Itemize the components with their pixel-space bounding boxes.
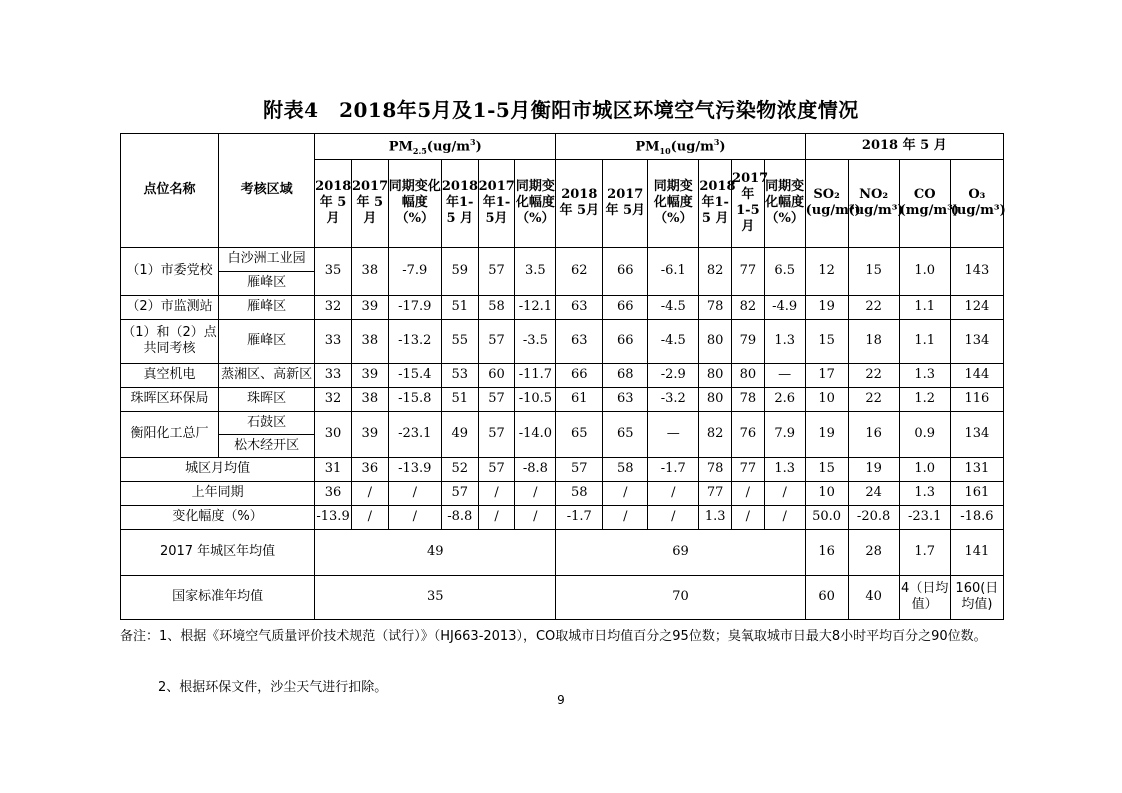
table-cell: -6.1: [648, 247, 699, 295]
header-pm10-col: 2018 年1-5 月: [699, 159, 732, 247]
table-cell: 1.3: [764, 457, 805, 481]
table-cell: /: [515, 481, 556, 505]
table-cell: 124: [950, 295, 1003, 319]
table-cell: /: [732, 505, 765, 529]
table-cell: -4.9: [764, 295, 805, 319]
table-cell: 160(日均值): [950, 575, 1003, 619]
table-cell: 58: [556, 481, 603, 505]
table-cell: -12.1: [515, 295, 556, 319]
table-cell: 57: [478, 319, 515, 363]
site-name: （2）市监测站: [121, 295, 219, 319]
table-cell: 28: [848, 529, 899, 575]
table-cell: /: [351, 505, 388, 529]
table-cell: 33: [315, 319, 352, 363]
table-cell: 82: [732, 295, 765, 319]
table-cell: -15.4: [388, 363, 441, 387]
table-cell: 10: [805, 387, 848, 411]
table-cell: /: [603, 505, 648, 529]
site-name: 衡阳化工总厂: [121, 411, 219, 457]
table-cell: 0.9: [899, 411, 950, 457]
table-cell: 57: [556, 457, 603, 481]
table-cell: 78: [699, 457, 732, 481]
table-cell: 6.5: [764, 247, 805, 295]
table-cell: -4.5: [648, 319, 699, 363]
table-cell: 1.1: [899, 319, 950, 363]
table-cell: 51: [441, 387, 478, 411]
table-cell: 1.3: [899, 481, 950, 505]
district-name: 雁峰区: [219, 319, 315, 363]
table-cell: -14.0: [515, 411, 556, 457]
table-cell: 49: [441, 411, 478, 457]
table-cell: 82: [699, 411, 732, 457]
table-cell: 65: [603, 411, 648, 457]
table-cell: -4.5: [648, 295, 699, 319]
table-cell: 141: [950, 529, 1003, 575]
summary-label: 城区月均值: [121, 457, 315, 481]
header-pm25-col: 2017年1-5月: [478, 159, 515, 247]
table-cell: /: [603, 481, 648, 505]
table-cell: 66: [603, 319, 648, 363]
table-cell: /: [648, 505, 699, 529]
district-name: 石鼓区: [219, 411, 315, 434]
table-cell: 1.0: [899, 247, 950, 295]
table-cell: 77: [732, 247, 765, 295]
table-cell: 1.3: [699, 505, 732, 529]
table-cell: 60: [478, 363, 515, 387]
site-name: （1）和（2）点共同考核: [121, 319, 219, 363]
table-cell: 143: [950, 247, 1003, 295]
table-cell: -13.9: [388, 457, 441, 481]
table-cell: 32: [315, 387, 352, 411]
table-title: 附表4 2018年5月及1-5月衡阳市城区环境空气污染物浓度情况: [263, 98, 859, 122]
district-name: 松木经开区: [219, 434, 315, 457]
table-cell: 66: [603, 247, 648, 295]
table-cell: 1.1: [899, 295, 950, 319]
table-cell: 49: [315, 529, 556, 575]
table-cell: 39: [351, 295, 388, 319]
page-number: 9: [557, 693, 565, 707]
table-cell: -10.5: [515, 387, 556, 411]
table-cell: 18: [848, 319, 899, 363]
table-cell: 39: [351, 411, 388, 457]
table-cell: 57: [441, 481, 478, 505]
table-cell: —: [648, 411, 699, 457]
table-cell: 3.5: [515, 247, 556, 295]
table-cell: -20.8: [848, 505, 899, 529]
table-cell: 16: [848, 411, 899, 457]
table-cell: /: [648, 481, 699, 505]
table-cell: -1.7: [648, 457, 699, 481]
table-cell: -3.2: [648, 387, 699, 411]
table-cell: 80: [699, 363, 732, 387]
table-cell: -13.2: [388, 319, 441, 363]
table-cell: /: [764, 505, 805, 529]
district-name: 雁峰区: [219, 295, 315, 319]
table-cell: -1.7: [556, 505, 603, 529]
table-cell: 134: [950, 319, 1003, 363]
table-cell: 134: [950, 411, 1003, 457]
header-pm10-col: 2017 年 5月: [603, 159, 648, 247]
table-cell: -3.5: [515, 319, 556, 363]
table-cell: 38: [351, 387, 388, 411]
table-cell: 10: [805, 481, 848, 505]
header-pm25-col: 同期变化幅度（%）: [388, 159, 441, 247]
table-cell: 161: [950, 481, 1003, 505]
table-cell: 19: [805, 411, 848, 457]
table-cell: 69: [556, 529, 805, 575]
table-cell: 79: [732, 319, 765, 363]
table-cell: 22: [848, 363, 899, 387]
header-district: 考核区域: [219, 134, 315, 248]
table-cell: -8.8: [515, 457, 556, 481]
header-pm10-col: 同期变化幅度（%）: [764, 159, 805, 247]
summary-label: 2017 年城区年均值: [121, 529, 315, 575]
header-pm10-col: 2018 年 5月: [556, 159, 603, 247]
table-cell: 66: [603, 295, 648, 319]
table-cell: 63: [556, 295, 603, 319]
table-cell: 32: [315, 295, 352, 319]
table-cell: 53: [441, 363, 478, 387]
table-cell: /: [764, 481, 805, 505]
header-pm10-group: $PM_{10}(ug/m^3)$: [556, 134, 805, 160]
table-cell: 144: [950, 363, 1003, 387]
header-pm25-col: 2018 年 5月: [315, 159, 352, 247]
table-cell: 1.0: [899, 457, 950, 481]
table-cell: 17: [805, 363, 848, 387]
table-cell: 24: [848, 481, 899, 505]
header-pm25-col: 同期变化幅度（%）: [515, 159, 556, 247]
table-cell: 38: [351, 247, 388, 295]
table-cell: 61: [556, 387, 603, 411]
table-cell: 12: [805, 247, 848, 295]
district-name: 蒸湘区、高新区: [219, 363, 315, 387]
table-cell: 65: [556, 411, 603, 457]
table-cell: 78: [699, 295, 732, 319]
air-quality-table: [120, 133, 1004, 620]
table-cell: /: [515, 505, 556, 529]
table-cell: 30: [315, 411, 352, 457]
table-cell: 4（日均值）: [899, 575, 950, 619]
table-cell: 19: [848, 457, 899, 481]
site-name: 真空机电: [121, 363, 219, 387]
table-cell: 36: [315, 481, 352, 505]
table-cell: 77: [699, 481, 732, 505]
table-cell: 1.3: [899, 363, 950, 387]
table-cell: -11.7: [515, 363, 556, 387]
table-cell: /: [351, 481, 388, 505]
table-cell: -13.9: [315, 505, 352, 529]
summary-label: 国家标准年均值: [121, 575, 315, 619]
table-cell: -15.8: [388, 387, 441, 411]
table-cell: 68: [603, 363, 648, 387]
table-cell: 36: [351, 457, 388, 481]
district-name: 珠晖区: [219, 387, 315, 411]
table-cell: 22: [848, 387, 899, 411]
summary-label: 变化幅度（%）: [121, 505, 315, 529]
header-pm25-col: 2017 年 5 月: [351, 159, 388, 247]
table-cell: 7.9: [764, 411, 805, 457]
table-cell: 80: [699, 319, 732, 363]
table-cell: -18.6: [950, 505, 1003, 529]
table-cell: 38: [351, 319, 388, 363]
table-cell: 76: [732, 411, 765, 457]
table-cell: 51: [441, 295, 478, 319]
header-pm25-col: 2018 年1-5 月: [441, 159, 478, 247]
table-cell: 131: [950, 457, 1003, 481]
table-cell: 63: [603, 387, 648, 411]
header-pm10-col: 2017 年 1-5月: [732, 159, 765, 247]
table-cell: /: [478, 505, 515, 529]
table-cell: 60: [805, 575, 848, 619]
table-cell: 58: [603, 457, 648, 481]
table-cell: 116: [950, 387, 1003, 411]
footnote-2: 2、根据环保文件，沙尘天气进行扣除。: [158, 680, 388, 695]
table-cell: 15: [848, 247, 899, 295]
table-cell: 39: [351, 363, 388, 387]
header-o3: O₃ (ug/m³): [950, 159, 1003, 247]
table-cell: 77: [732, 457, 765, 481]
table-cell: 1.3: [764, 319, 805, 363]
header-may-group: 2018 年 5 月: [805, 134, 1003, 160]
table-cell: 33: [315, 363, 352, 387]
table-cell: 35: [315, 247, 352, 295]
header-co: CO (mg/m³): [899, 159, 950, 247]
table-cell: 57: [478, 411, 515, 457]
table-cell: 1.7: [899, 529, 950, 575]
district-name: 雁峰区: [219, 271, 315, 295]
table-cell: 57: [478, 387, 515, 411]
table-cell: 57: [478, 247, 515, 295]
table-cell: -2.9: [648, 363, 699, 387]
table-cell: 50.0: [805, 505, 848, 529]
footnote-1: 备注：1、根据《环境空气质量评价技术规范（试行）》（HJ663-2013），CO取城市日均值百分之95位数；臭氧取城市日最大8小时平均百分之90位数。: [120, 629, 987, 644]
table-cell: -23.1: [388, 411, 441, 457]
table-cell: -7.9: [388, 247, 441, 295]
header-pm10-col: 同期变化幅度（%）: [648, 159, 699, 247]
table-cell: 2.6: [764, 387, 805, 411]
table-cell: 82: [699, 247, 732, 295]
table-cell: 22: [848, 295, 899, 319]
table-cell: /: [388, 505, 441, 529]
table-cell: 15: [805, 457, 848, 481]
table-cell: —: [764, 363, 805, 387]
table-cell: 63: [556, 319, 603, 363]
table-cell: 55: [441, 319, 478, 363]
table-cell: 52: [441, 457, 478, 481]
table-cell: 19: [805, 295, 848, 319]
summary-label: 上年同期: [121, 481, 315, 505]
table-cell: 70: [556, 575, 805, 619]
table-cell: 80: [699, 387, 732, 411]
table-cell: 62: [556, 247, 603, 295]
table-cell: 58: [478, 295, 515, 319]
table-cell: 78: [732, 387, 765, 411]
table-cell: 80: [732, 363, 765, 387]
site-name: （1）市委党校: [121, 247, 219, 295]
table-cell: -23.1: [899, 505, 950, 529]
table-cell: 35: [315, 575, 556, 619]
table-cell: 15: [805, 319, 848, 363]
table-cell: /: [388, 481, 441, 505]
table-cell: 66: [556, 363, 603, 387]
table-cell: 16: [805, 529, 848, 575]
table-cell: 59: [441, 247, 478, 295]
table-cell: -17.9: [388, 295, 441, 319]
table-cell: 57: [478, 457, 515, 481]
table-cell: 31: [315, 457, 352, 481]
site-name: 珠晖区环保局: [121, 387, 219, 411]
district-name: 白沙洲工业园: [219, 247, 315, 271]
header-pm25-group: $PM_{2.5}(ug/m^3)$: [315, 134, 556, 160]
header-site: 点位名称: [121, 134, 219, 248]
table-cell: 40: [848, 575, 899, 619]
table-cell: -8.8: [441, 505, 478, 529]
header-so2: SO₂ (ug/m³): [805, 159, 848, 247]
table-cell: 1.2: [899, 387, 950, 411]
table-cell: /: [478, 481, 515, 505]
table-cell: /: [732, 481, 765, 505]
header-no2: NO₂ (ug/m³): [848, 159, 899, 247]
